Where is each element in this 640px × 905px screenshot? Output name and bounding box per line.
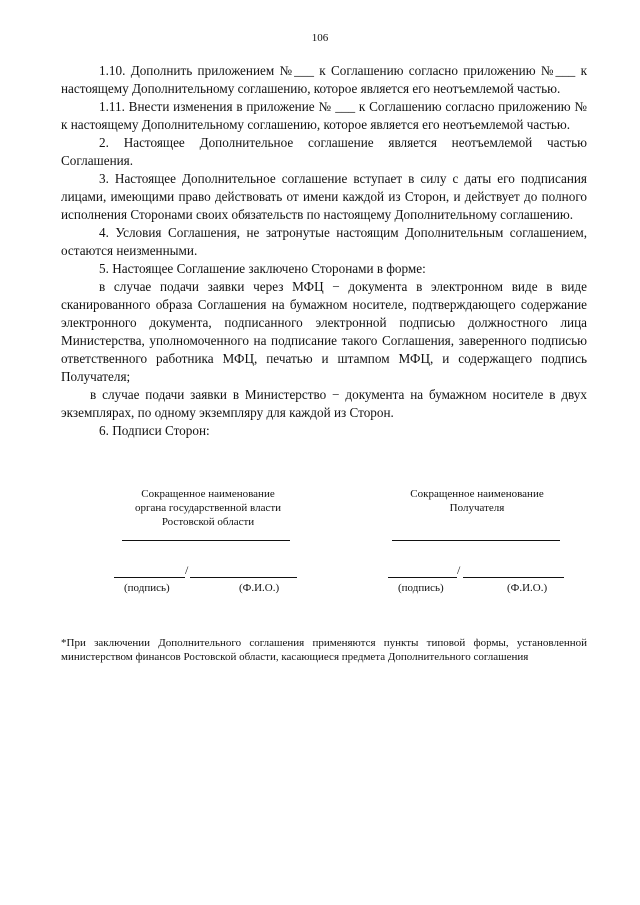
- authority-signature-caption: (подпись): [124, 582, 170, 594]
- authority-name-line: [122, 540, 290, 541]
- paragraph-5-ministry: в случае подачи заявки в Министерство − документа на бумажном носителе в двух экземплярах, по одному экземпляру для каждой из Сторон.: [61, 387, 587, 420]
- paragraph-5-mfc: в случае подачи заявки через МФЦ − документа в электронном виде в виде сканированного образа Соглашения на бумажном носителе, подтверждающего содержание электронного документа, подписанного электронной подписью должностного лица Министерства, уполномоченного на подписание такого Соглашения, заверенного подписью ответственного работника МФЦ, печатью и штампом МФЦ, и содержащего подпись Получателя;: [61, 279, 587, 384]
- page-number: 106: [311, 32, 329, 44]
- authority-title-line1: Сокращенное наименование: [141, 488, 275, 500]
- authority-fio-line: [190, 577, 297, 578]
- paragraph-1-10: 1.10. Дополнить приложением №___ к Соглашению согласно приложению №___ к настоящему Дополнительному соглашению, которое является его неотъемлемой частью.: [61, 63, 587, 96]
- recipient-title-line2: Получателя: [449, 502, 505, 514]
- recipient-fio-line: [463, 577, 564, 578]
- recipient-name-line: [392, 540, 560, 541]
- recipient-title-line1: Сокращенное наименование: [410, 488, 544, 500]
- paragraph-4: 4. Условия Соглашения, не затронутые настоящим Дополнительным соглашением, остаются неизменными.: [61, 225, 587, 258]
- paragraph-2: 2. Настоящее Дополнительное соглашение является неотъемлемой частью Соглашения.: [61, 135, 587, 168]
- authority-separator: /: [185, 563, 189, 577]
- authority-signature-line: [114, 577, 185, 578]
- paragraph-6: 6. Подписи Сторон:: [99, 423, 210, 438]
- footnote: *При заключении Дополнительного соглашения применяются пункты типовой формы, установленной министерством финансов Ростовской области, касающиеся предмета Дополнительного соглашения: [61, 637, 587, 663]
- agreement-body: [61, 62, 587, 440]
- signature-block-recipient: [388, 487, 566, 515]
- recipient-fio-caption: (Ф.И.О.): [507, 582, 548, 594]
- recipient-signature-caption: (подпись): [398, 582, 444, 594]
- paragraph-3: 3. Настоящее Дополнительное соглашение вступает в силу с даты его подписания лицами, имеющими право действовать от имени каждой из Сторон, и действует до полного исполнения Сторонами своих обязательств по настоящему Дополнительному соглашению.: [61, 171, 587, 222]
- paragraph-1-11: 1.11. Внести изменения в приложение № ___ к Соглашению согласно приложению № к настоящему Дополнительному соглашению, которое является его неотъемлемой частью.: [61, 99, 587, 132]
- paragraph-5: 5. Настоящее Соглашение заключено Сторонами в форме:: [99, 261, 426, 276]
- recipient-separator: /: [457, 563, 461, 577]
- authority-title-line3: Ростовской области: [161, 516, 255, 528]
- recipient-signature-line: [388, 577, 457, 578]
- signature-block-authority: [114, 487, 302, 529]
- authority-title-line2: органа государственной власти: [134, 502, 282, 514]
- authority-fio-caption: (Ф.И.О.): [239, 582, 280, 594]
